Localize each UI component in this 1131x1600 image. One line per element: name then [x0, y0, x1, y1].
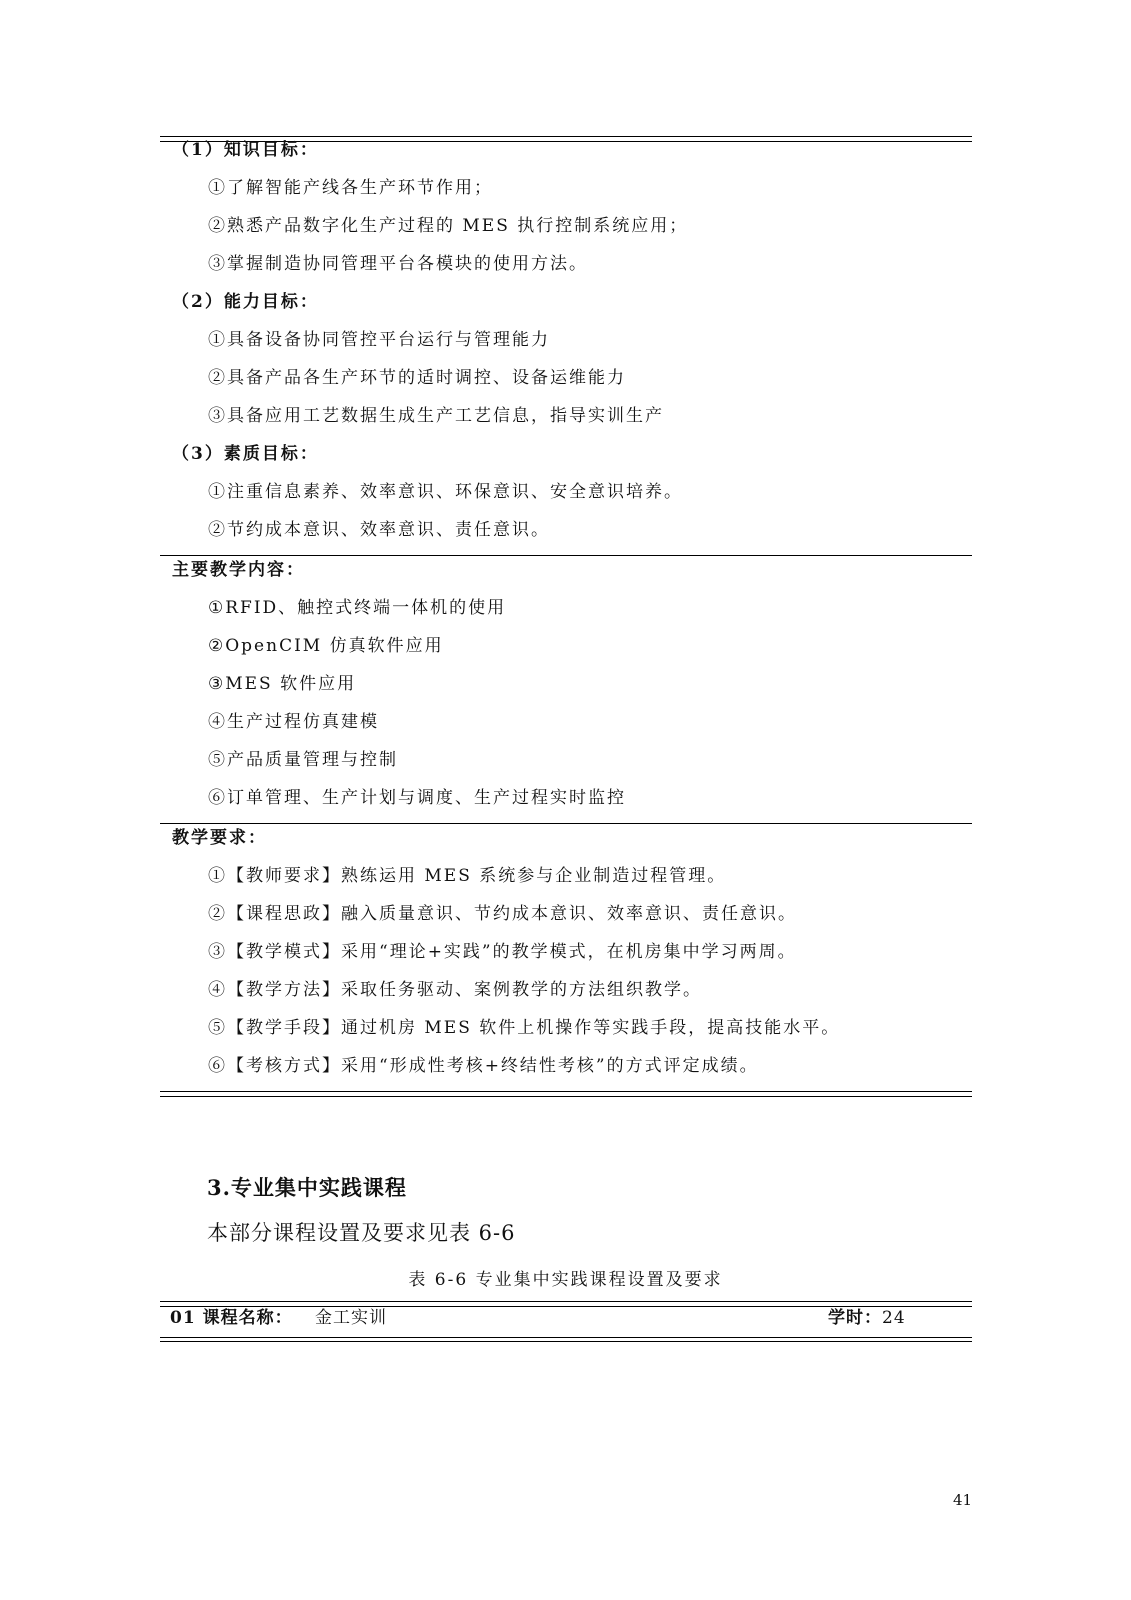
ability-goal-item: ③具备应用工艺数据生成生产工艺信息，指导实训生产: [208, 406, 664, 426]
requirement-item: ③【教学模式】采用“理论+实践”的教学模式，在机房集中学习两周。: [208, 942, 797, 962]
table-caption: 表 6-6 专业集中实践课程设置及要求: [408, 1270, 723, 1290]
knowledge-goal-item: ②熟悉产品数字化生产过程的 MES 执行控制系统应用；: [208, 216, 689, 236]
quality-goal-item: ②节约成本意识、效率意识、责任意识。: [208, 520, 550, 540]
requirement-item: ②【课程思政】融入质量意识、节约成本意识、效率意识、责任意识。: [208, 904, 797, 924]
course-name-value: 金工实训: [314, 1308, 387, 1328]
course-hours-value: 24: [882, 1308, 906, 1328]
content-item: ①RFID、触控式终端一体机的使用: [208, 598, 507, 618]
content-item: ②OpenCIM 仿真软件应用: [208, 636, 444, 656]
content-item: ⑥订单管理、生产计划与调度、生产过程实时监控: [208, 788, 626, 808]
requirement-item: ④【教学方法】采取任务驱动、案例教学的方法组织教学。: [208, 980, 702, 1000]
knowledge-goals-heading: （1）知识目标：: [172, 140, 319, 160]
content-item: ③MES 软件应用: [208, 674, 357, 694]
ability-goals-heading: （2）能力目标：: [172, 292, 319, 312]
ability-goal-item: ②具备产品各生产环节的适时调控、设备运维能力: [208, 368, 626, 388]
quality-goals-heading: （3）素质目标：: [172, 444, 319, 464]
knowledge-goal-item: ①了解智能产线各生产环节作用；: [208, 178, 493, 198]
section-title: 3.专业集中实践课程: [207, 1175, 407, 1200]
course-row-divider: [160, 1337, 972, 1338]
course-hours-row: [828, 1306, 906, 1330]
knowledge-goal-item: ③掌握制造协同管理平台各模块的使用方法。: [208, 254, 588, 274]
section-divider: [160, 555, 972, 556]
course-hours-label: 学时：: [828, 1308, 882, 1328]
requirement-item: ①【教师要求】熟练运用 MES 系统参与企业制造过程管理。: [208, 866, 727, 886]
requirement-item: ⑥【考核方式】采用“形成性考核+终结性考核”的方式评定成绩。: [208, 1056, 759, 1076]
section-divider: [160, 823, 972, 824]
course-row-divider-second: [160, 1341, 972, 1342]
content-item: ④生产过程仿真建模: [208, 712, 379, 732]
course-name-row: [170, 1306, 387, 1330]
page-number: 41: [953, 1491, 973, 1509]
ability-goal-item: ①具备设备协同管控平台运行与管理能力: [208, 330, 550, 350]
requirement-item: ⑤【教学手段】通过机房 MES 软件上机操作等实践手段，提高技能水平。: [208, 1018, 841, 1038]
main-content-heading: 主要教学内容：: [172, 560, 305, 580]
teaching-requirements-heading: 教学要求：: [172, 828, 267, 848]
table-bottom-rule: [160, 1091, 972, 1097]
section-body-text: 本部分课程设置及要求见表 6-6: [207, 1221, 516, 1245]
quality-goal-item: ①注重信息素养、效率意识、环保意识、安全意识培养。: [208, 482, 683, 502]
content-item: ⑤产品质量管理与控制: [208, 750, 398, 770]
course-name-label: 01 课程名称：: [170, 1308, 293, 1328]
